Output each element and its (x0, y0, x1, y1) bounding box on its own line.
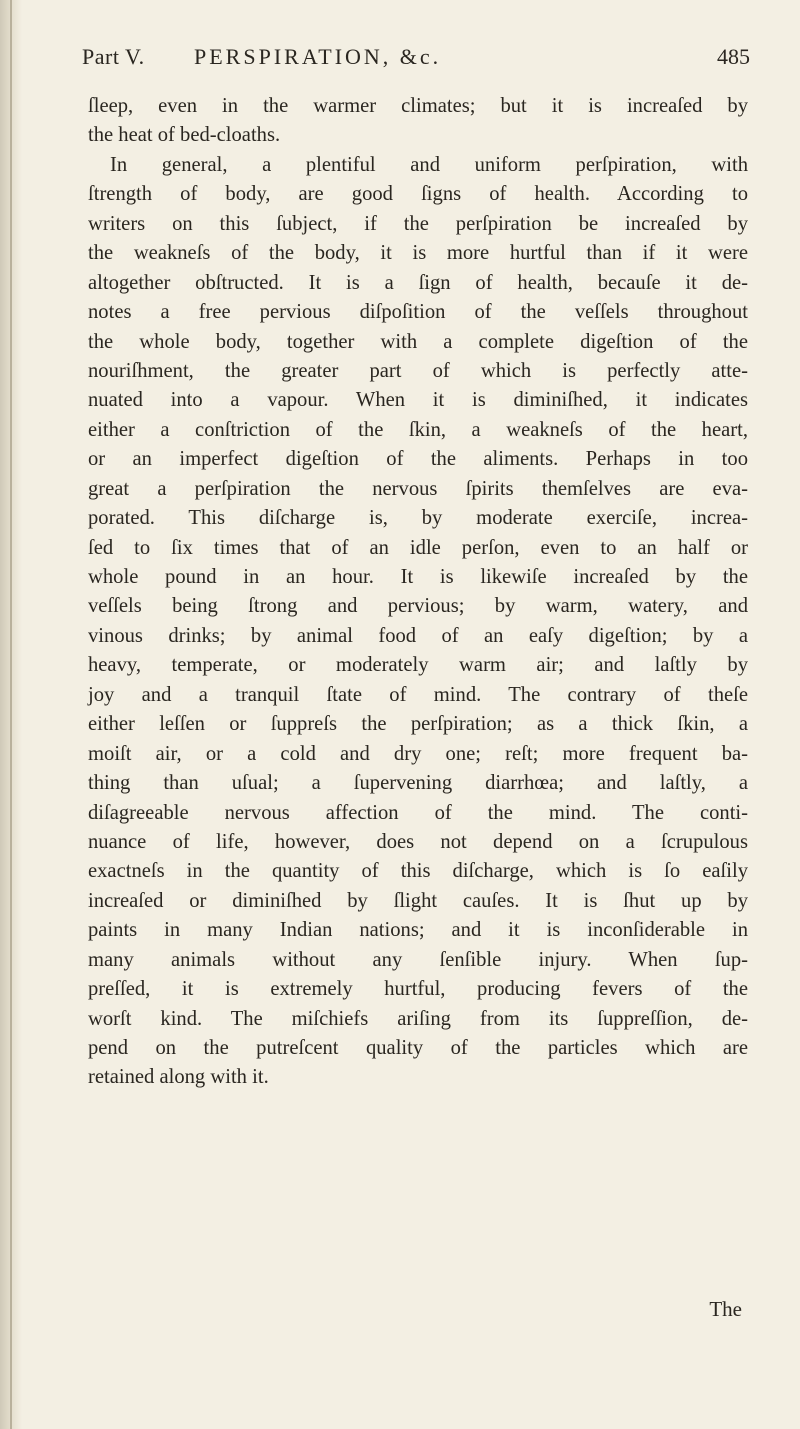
text-line: moiſt air, or a cold and dry one; reſt; more frequent ba- (88, 742, 748, 765)
text-line: paints in many Indian nations; and it is inconſiderable in (88, 919, 748, 942)
running-head-part: Part V. (82, 44, 145, 69)
text-line: ſed to ſix times that of an idle perſon, even to an half or (88, 536, 748, 559)
text-line: nuance of life, however, does not depend on a ſcrupulous (88, 830, 748, 853)
text-line: porated. This diſcharge is, by moderate exerciſe, increa- (88, 507, 748, 530)
text-line: many animals without any ſenſible injury. When ſup- (88, 948, 748, 971)
text-line: veſſels being ſtrong and pervious; by warm, watery, and (88, 595, 748, 618)
text-line: retained along with it. (88, 1066, 269, 1089)
text-line: or an imperfect digeſtion of the aliments. Perhaps in too (88, 448, 748, 471)
text-line: the weakneſs of the body, it is more hurtful than if it were (88, 242, 748, 265)
running-head-title: PERSPIRATION, &c. (194, 44, 442, 69)
catchword: The (709, 1297, 742, 1321)
text-line: the whole body, together with a complete digeſtion of the (88, 330, 748, 353)
text-line: whole pound in an hour. It is likewiſe increaſed by the (88, 566, 748, 588)
text-line: ſleep, even in the warmer climates; but it is increaſed by (88, 95, 748, 117)
text-line: great a perſpiration the nervous ſpirits themſelves are eva- (88, 477, 748, 500)
text-line: worſt kind. The miſchiefs ariſing from its ſuppreſſion, de- (88, 1007, 748, 1030)
text-line: thing than uſual; a ſupervening diarrhœa; and laſtly, a (88, 772, 748, 795)
text-line: ſtrength of body, are good ſigns of health. According to (88, 183, 748, 206)
text-line: nouriſhment, the greater part of which is perfectly atte- (88, 359, 748, 382)
text-line: heavy, temperate, or moderately warm air; and laſtly by (88, 654, 748, 677)
text-line: preſſed, it is extremely hurtful, producing fevers of the (88, 978, 748, 1001)
page-number: 485 (717, 44, 750, 69)
text-line: exactneſs in the quantity of this diſcharge, which is ſo eaſily (88, 860, 748, 883)
binding-line (10, 0, 12, 1429)
text-line: either leſſen or ſuppreſs the perſpiration; as a thick ſkin, a (88, 713, 748, 736)
text-line: diſagreeable nervous affection of the mind. The conti- (88, 801, 748, 824)
text-line: increaſed or diminiſhed by ſlight cauſes. It is ſhut up by (88, 889, 748, 912)
text-line: nuated into a vapour. When it is diminiſhed, it indicates (88, 389, 748, 412)
text-line: notes a free pervious diſpoſition of the veſſels throughout (88, 301, 748, 324)
text-line: either a conſtriction of the ſkin, a weakneſs of the heart, (88, 418, 748, 441)
text-line: joy and a tranquil ſtate of mind. The contrary of theſe (88, 683, 748, 706)
text-line: altogether obſtructed. It is a ſign of health, becauſe it de- (88, 271, 748, 294)
text-line: pend on the putreſcent quality of the particles which are (88, 1037, 748, 1059)
running-head (82, 40, 754, 80)
text-line: vinous drinks; by animal food of an eaſy digeſtion; by a (88, 624, 748, 647)
body-text (88, 92, 748, 1093)
text-line: writers on this ſubject, if the perſpiration be increaſed by (88, 212, 748, 235)
text-line: In general, a plentiful and uniform perſpiration, with (110, 153, 748, 176)
text-line: the heat of bed-cloaths. (88, 124, 281, 147)
book-page (82, 0, 754, 1429)
